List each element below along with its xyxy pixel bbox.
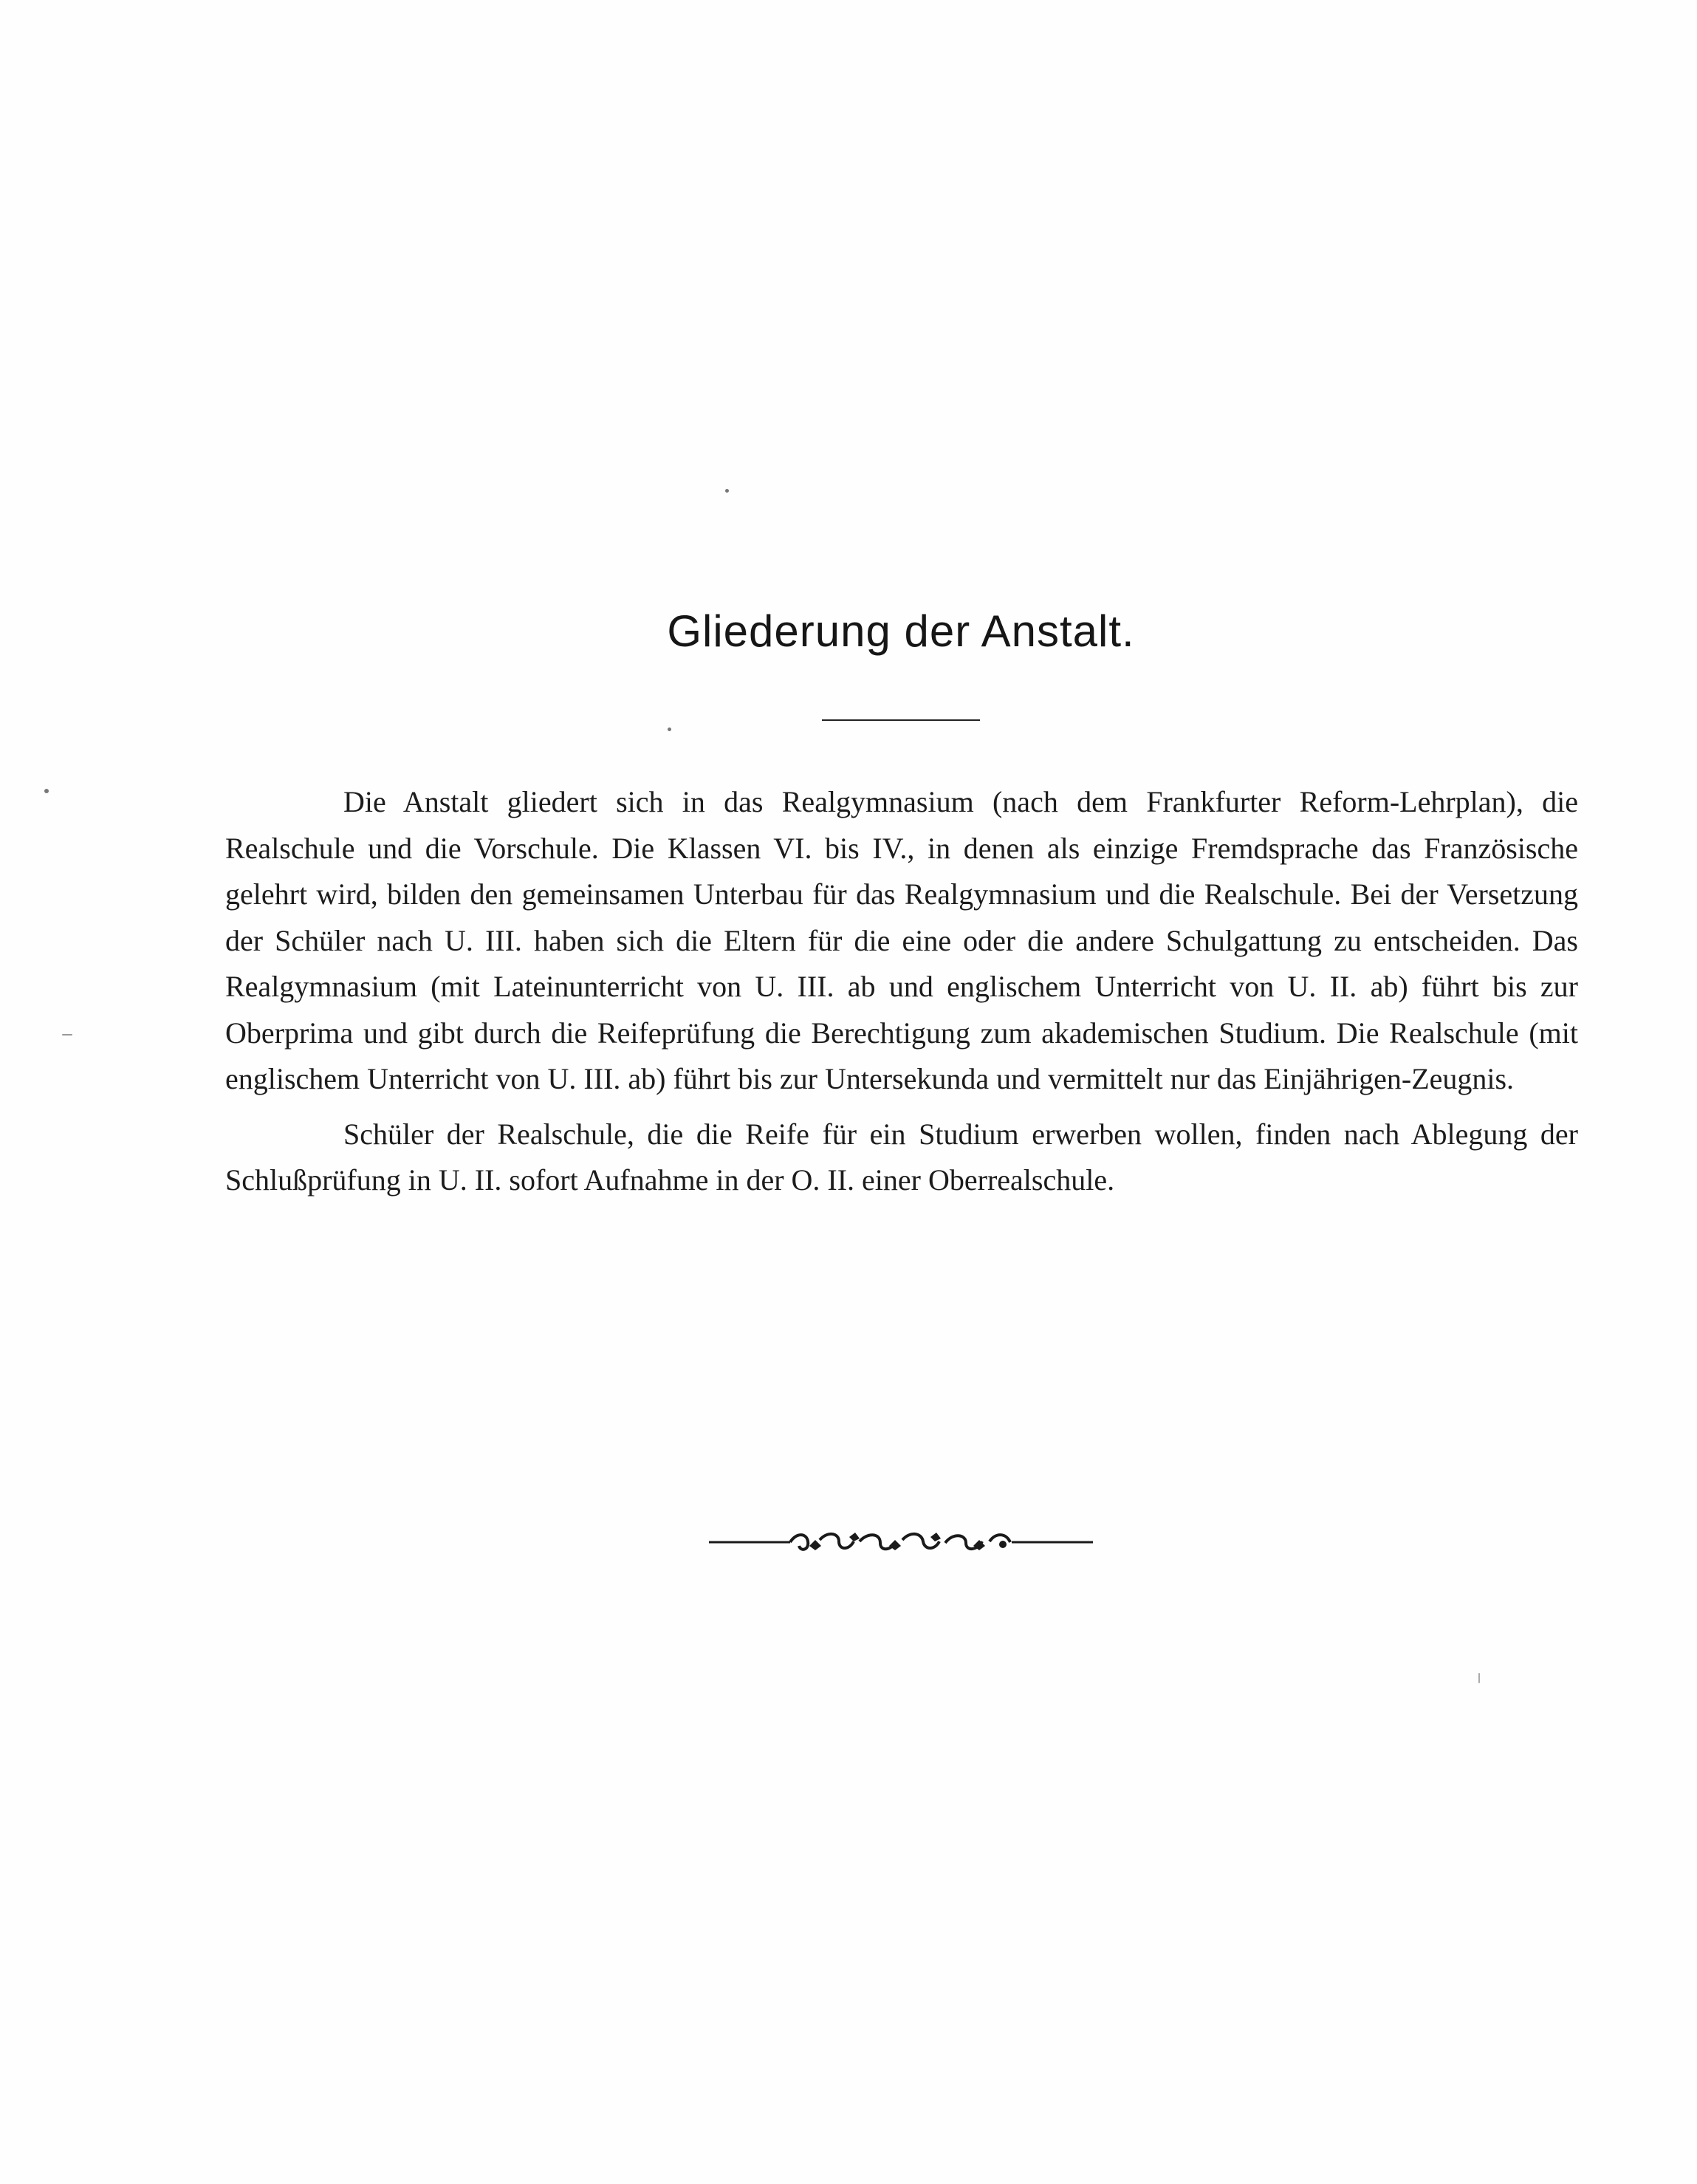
paper-speck bbox=[1478, 1673, 1480, 1683]
paper-speck bbox=[725, 489, 729, 493]
page-title: Gliederung der Anstalt. bbox=[667, 606, 1135, 656]
paragraph-1: Die Anstalt gliedert sich in das Realgymnasium (nach dem Frankfurter Reform-Lehrplan), die Realschule und die Vorschule. Die Klassen VI. bis IV., in denen als einzige Fremdsprache das Französische gelehrt wird, bilden den gemeinsamen Unterbau für das Realgymnasium und die Realschule. Bei der Versetzung der Schüler nach U. III. haben sich die Eltern für die eine oder die andere Schulgattung zu entscheiden. Das Realgymnasium (mit Lateinunterricht von U. III. ab und englischem Unterricht von U. II. ab) führt bis zur Oberprima und gibt durch die Reifeprüfung die Berechtigung zum akademischen Studium. Die Realschule (mit englischem Unterricht von U. III. ab) führt bis zur Untersekunda und vermittelt nur das Einjährigen-Zeugnis. bbox=[225, 785, 1578, 1095]
paper-speck bbox=[44, 789, 49, 793]
body-text bbox=[225, 779, 1578, 1213]
paper-speck bbox=[62, 1034, 72, 1035]
paper-speck bbox=[668, 728, 671, 731]
decorative-scroll-divider-icon bbox=[709, 1524, 1093, 1561]
title-divider bbox=[822, 719, 980, 721]
paragraph-2: Schüler der Realschule, die die Reife für ein Studium erwerben wollen, finden nach Ablegung der Schlußprüfung in U. II. sofort Aufnahme in der O. II. einer Oberrealschule. bbox=[225, 1117, 1578, 1197]
